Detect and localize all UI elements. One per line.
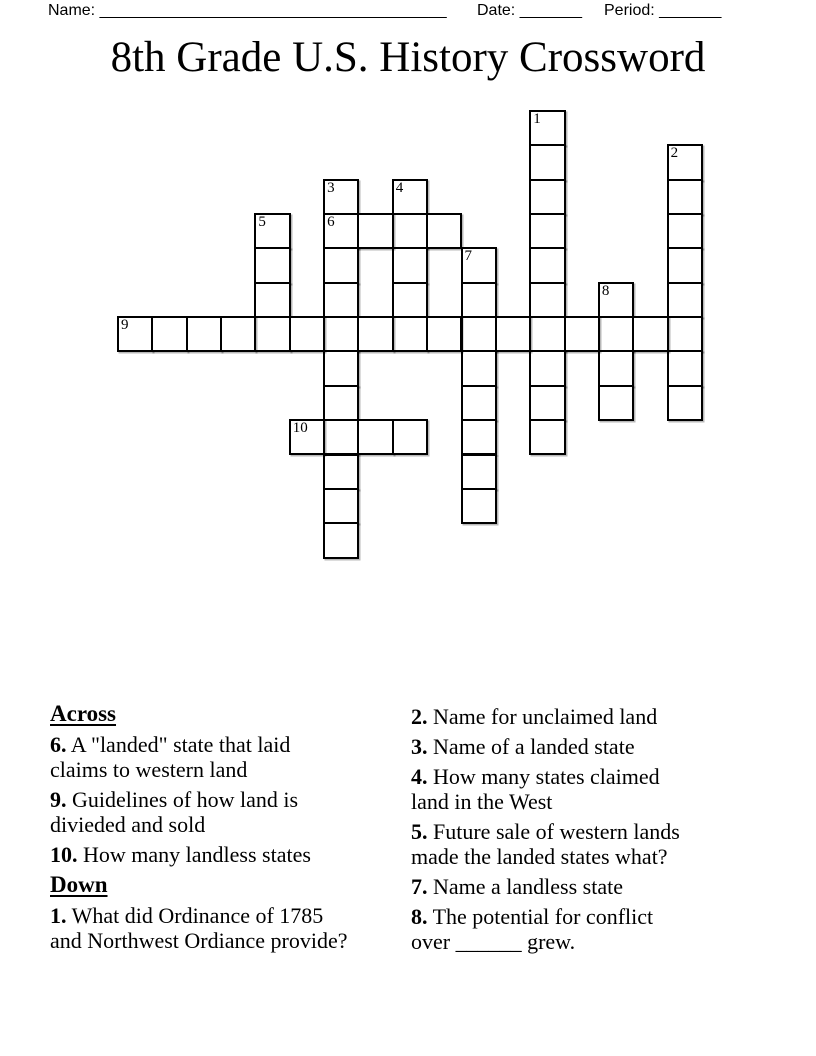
clue-number: 1. (50, 903, 67, 928)
crossword-cell[interactable] (323, 247, 359, 283)
cell-number: 2 (670, 145, 679, 162)
crossword-cell[interactable] (392, 179, 428, 215)
clue-2: 2. Name for unclaimed land (411, 704, 658, 729)
crossword-cell[interactable] (529, 350, 565, 386)
crossword-cell[interactable] (461, 454, 497, 490)
crossword-cell[interactable] (598, 385, 634, 421)
crossword-cell[interactable] (529, 385, 565, 421)
crossword-cell[interactable] (323, 385, 359, 421)
crossword-cell[interactable] (254, 213, 290, 249)
clue-number: 3. (411, 734, 428, 759)
clue-3: 3. Name of a landed state (411, 734, 635, 759)
clue-10: 10. How many landless states (50, 842, 311, 867)
cell-number: 6 (327, 214, 335, 231)
cell-number: 8 (601, 282, 610, 299)
clue-5: 5. Future sale of western lands made the landed states what? (411, 819, 680, 869)
clue-7: 7. Name a landless state (411, 874, 623, 899)
clue-number: 2. (411, 704, 428, 729)
crossword-cell[interactable] (254, 247, 290, 283)
crossword-cell[interactable] (632, 316, 668, 352)
name-blank-line[interactable]: _______________________________________ (99, 2, 447, 19)
clue-1: 1. What did Ordinance of 1785 and Northwest Ordiance provide? (50, 903, 348, 953)
clue-heading-down: Down (50, 872, 108, 897)
crossword-cell[interactable] (392, 213, 428, 249)
period-label: Period: (604, 2, 655, 19)
crossword-cell[interactable] (529, 144, 565, 180)
clue-8: 8. The potential for conflict over ______ grew. (411, 904, 654, 954)
crossword-cell[interactable] (323, 179, 359, 215)
date-label: Date: (477, 2, 516, 19)
crossword-cell[interactable] (323, 454, 359, 490)
name-label: Name: (48, 2, 96, 19)
crossword-cell[interactable] (461, 282, 497, 318)
cell-number: 3 (327, 179, 335, 196)
crossword-cell[interactable] (323, 213, 359, 249)
crossword-cell[interactable] (323, 522, 359, 558)
cell-number: 9 (121, 317, 129, 334)
crossword-cell[interactable] (667, 385, 703, 421)
clue-6: 6. A "landed" state that laid claims to western land (50, 732, 291, 782)
crossword-cell[interactable] (220, 316, 256, 352)
crossword-cell[interactable] (357, 316, 393, 352)
cell-number: 5 (258, 214, 266, 231)
crossword-cell[interactable] (667, 179, 703, 215)
crossword-cell[interactable] (598, 282, 634, 318)
crossword-cell[interactable] (667, 213, 703, 249)
crossword-cell[interactable] (529, 247, 565, 283)
crossword-cell[interactable] (289, 419, 325, 455)
crossword-cell[interactable] (461, 419, 497, 455)
crossword-cell[interactable] (667, 350, 703, 386)
cell-number: 1 (533, 111, 541, 127)
period-blank-line[interactable]: _______ (659, 2, 722, 19)
clue-9: 9. Guidelines of how land is divieded and sold (50, 787, 299, 837)
crossword-cell[interactable] (289, 316, 325, 352)
clues-column-left (50, 701, 410, 958)
clue-heading-across: Across (50, 701, 117, 726)
cell-number: 4 (395, 179, 404, 196)
crossword-cell[interactable] (667, 144, 703, 180)
crossword-cell[interactable] (667, 316, 703, 352)
clue-number: 9. (50, 787, 67, 812)
crossword-cell[interactable] (461, 247, 497, 283)
crossword-cell[interactable] (151, 316, 187, 352)
clue-number: 6. (50, 732, 67, 757)
crossword-cell[interactable] (529, 282, 565, 318)
clues-column-right (411, 704, 756, 959)
crossword-cell[interactable] (254, 316, 290, 352)
crossword-cell[interactable] (529, 419, 565, 455)
clue-4: 4. How many states claimed land in the West (411, 764, 660, 814)
cell-number: 7 (464, 248, 472, 265)
crossword-cell[interactable] (323, 316, 359, 352)
crossword-cell[interactable] (426, 316, 462, 352)
crossword-cell[interactable] (323, 282, 359, 318)
crossword-cell[interactable] (426, 213, 462, 249)
crossword-cell[interactable] (357, 213, 393, 249)
crossword-cell[interactable] (529, 110, 565, 146)
crossword-cell[interactable] (598, 350, 634, 386)
clue-number: 5. (411, 819, 428, 844)
crossword-cell[interactable] (598, 316, 634, 352)
crossword-cell[interactable] (323, 488, 359, 524)
crossword-cell[interactable] (461, 316, 497, 352)
crossword-cell[interactable] (461, 385, 497, 421)
crossword-cell[interactable] (667, 282, 703, 318)
clue-number: 4. (411, 764, 428, 789)
crossword-cell[interactable] (392, 419, 428, 455)
crossword-cell[interactable] (186, 316, 222, 352)
crossword-cell[interactable] (392, 316, 428, 352)
crossword-cell[interactable] (529, 316, 565, 352)
cell-number: 10 (292, 420, 308, 437)
crossword-cell[interactable] (254, 282, 290, 318)
crossword-cell[interactable] (667, 247, 703, 283)
crossword-cell[interactable] (529, 179, 565, 215)
crossword-cell[interactable] (564, 316, 600, 352)
crossword-cell[interactable] (392, 282, 428, 318)
crossword-cell[interactable] (357, 419, 393, 455)
crossword-cell[interactable] (495, 316, 531, 352)
clue-number: 7. (411, 874, 428, 899)
crossword-cell[interactable] (392, 247, 428, 283)
clue-number: 10. (50, 842, 78, 867)
crossword-cell[interactable] (461, 350, 497, 386)
crossword-cell[interactable] (323, 350, 359, 386)
date-blank-line[interactable]: _______ (519, 2, 582, 19)
crossword-cell[interactable] (461, 488, 497, 524)
crossword-cell[interactable] (323, 419, 359, 455)
page-title: 8th Grade U.S. History Crossword (110, 34, 706, 81)
clue-number: 8. (411, 904, 428, 929)
crossword-cell[interactable] (117, 316, 153, 352)
crossword-cell[interactable] (529, 213, 565, 249)
